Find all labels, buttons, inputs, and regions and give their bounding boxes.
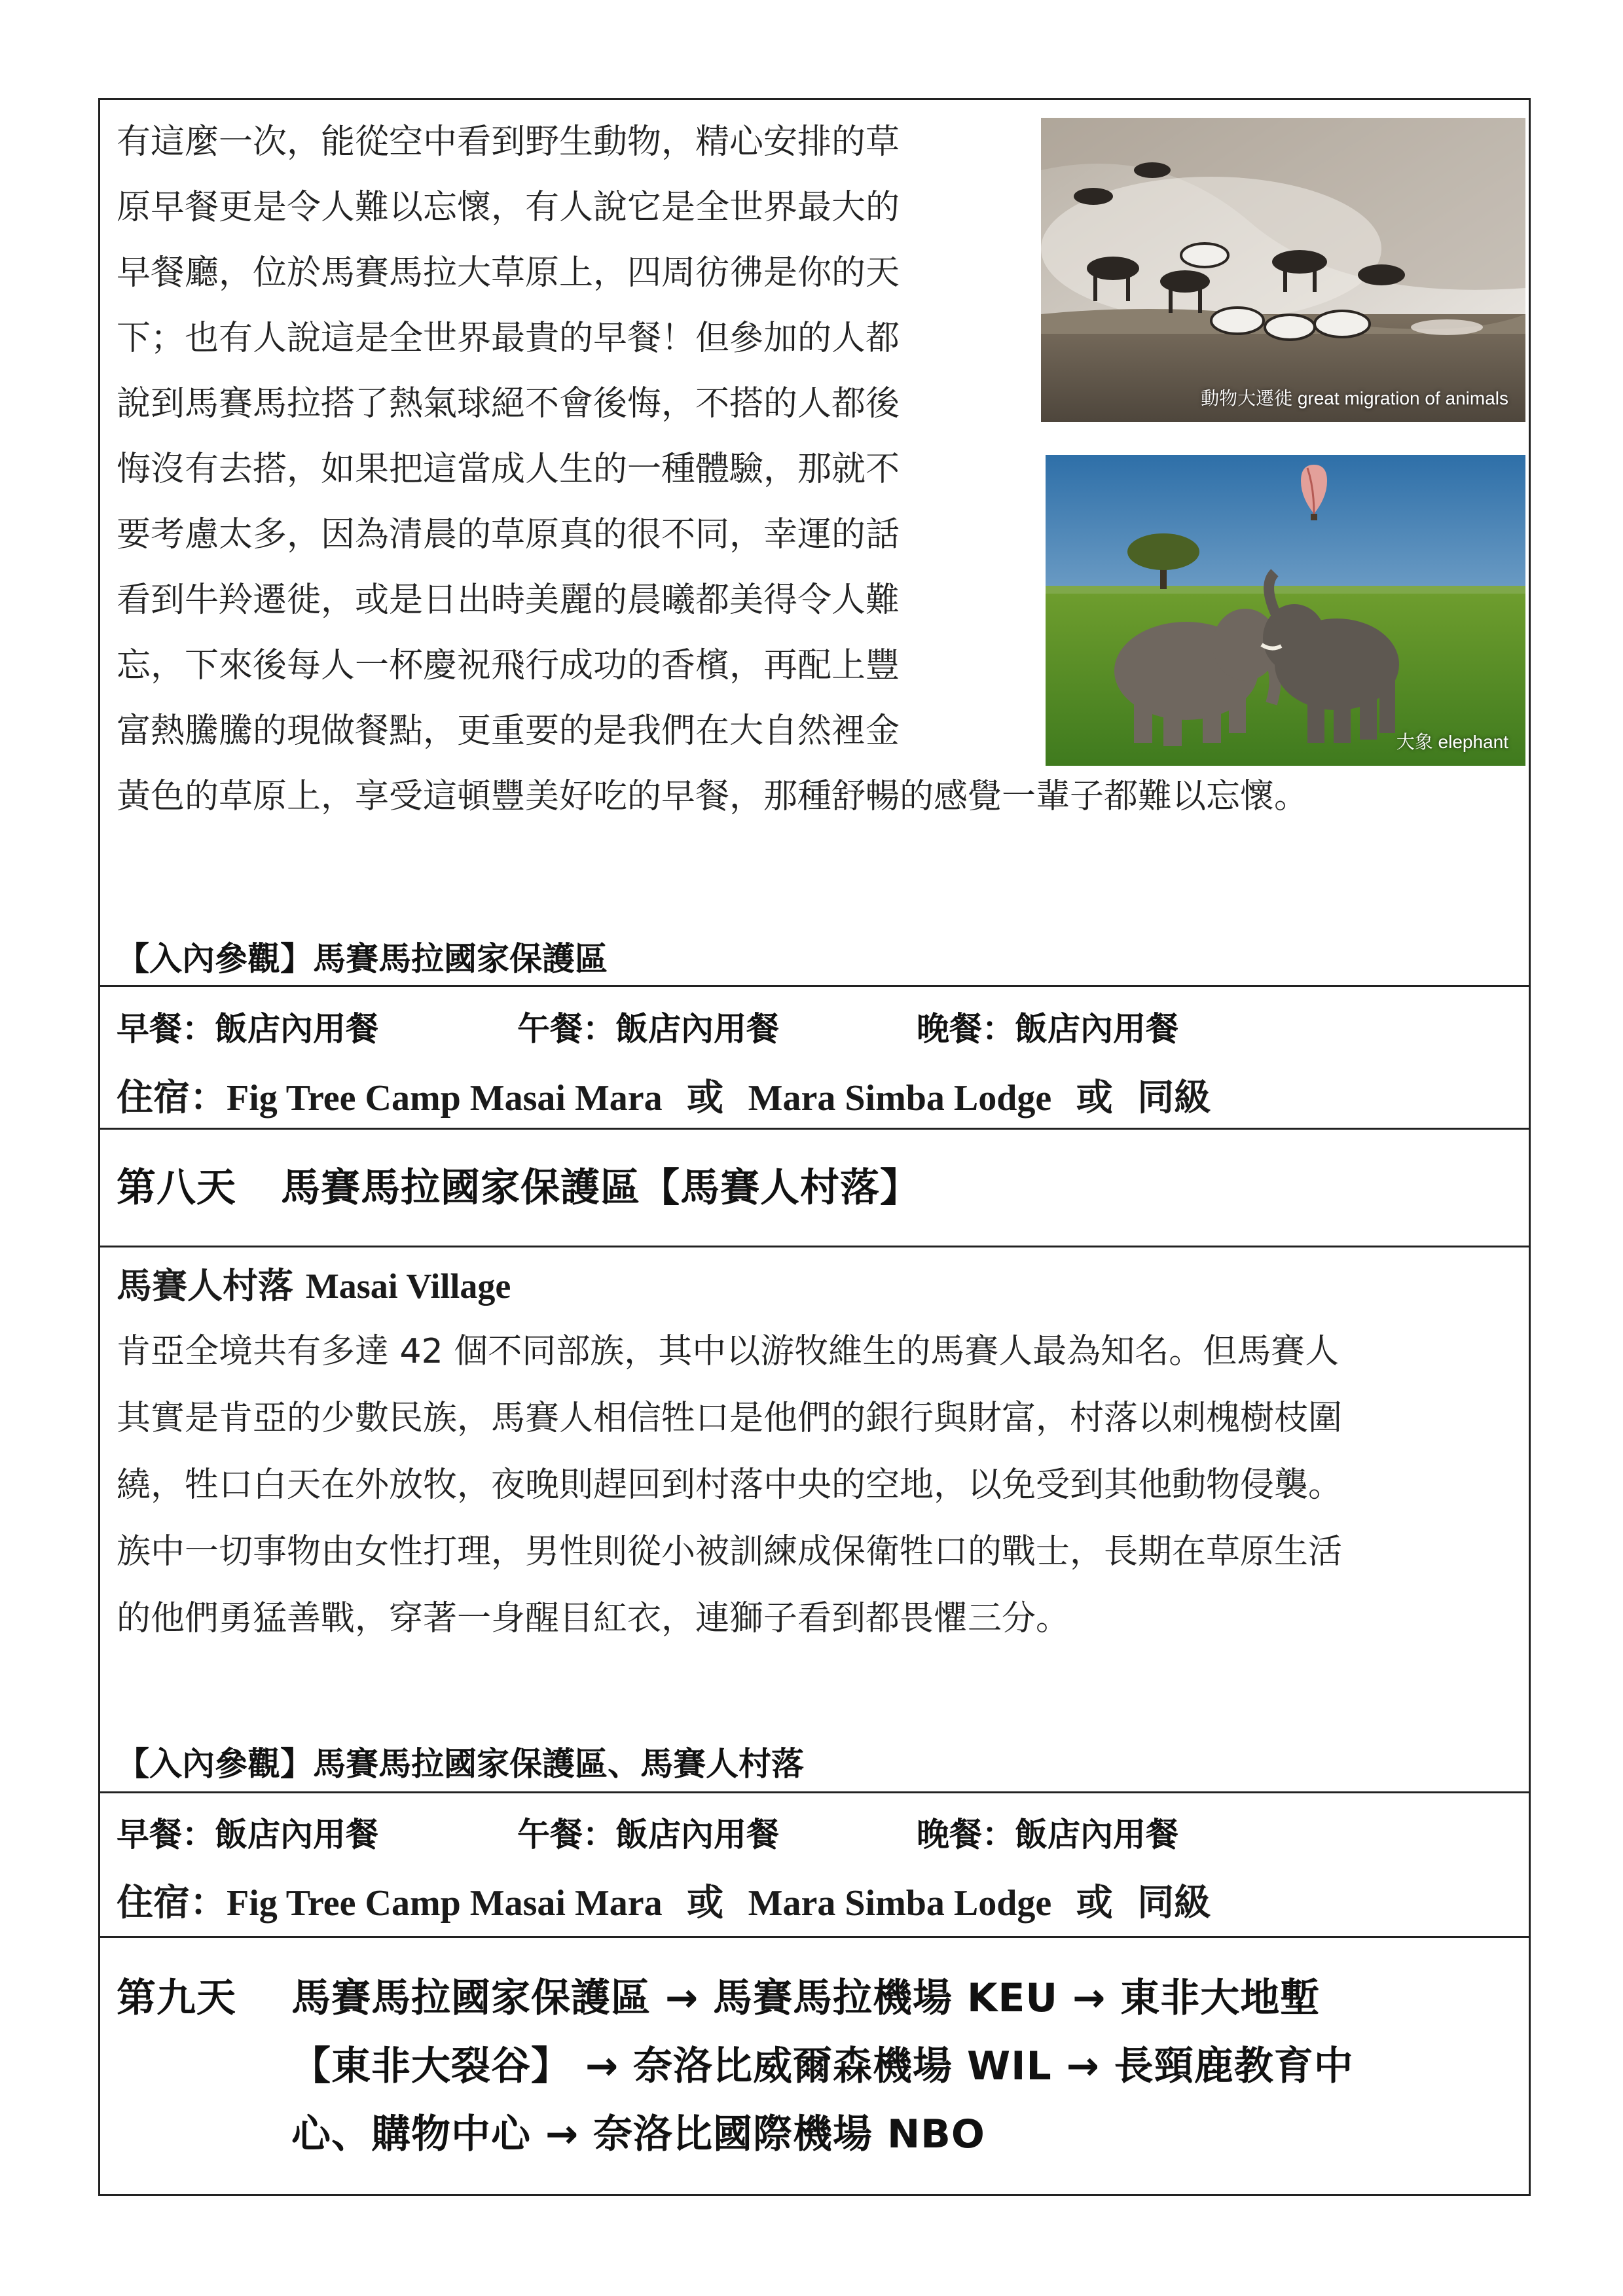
lodging-or: 或 xyxy=(687,1882,724,1924)
intro-line: 黃色的草原上，享受這頓豐美好吃的早餐，那種舒暢的感覺一輩子都難以忘懷。 xyxy=(117,777,1309,816)
elephant-photo xyxy=(1046,455,1525,766)
divider xyxy=(98,985,1531,987)
day8-breakfast: 早餐：飯店內用餐 xyxy=(117,1816,378,1854)
migration-caption: 動物大遷徙 great migration of animals xyxy=(1201,388,1508,408)
heading-zh: 馬賽人村落 xyxy=(117,1265,293,1306)
divider xyxy=(98,1246,1531,1247)
divider xyxy=(98,1791,1531,1793)
elephant-caption: 大象 elephant xyxy=(1396,732,1508,752)
day9-route-line: 【東非大裂谷】 → 奈洛比威爾森機場 WIL → 長頸鹿教育中 xyxy=(291,2043,1354,2089)
day9-route-line: 馬賽馬拉國家保護區 → 馬賽馬拉機場 KEU → 東非大地塹 xyxy=(291,1975,1321,2021)
intro-line: 忘，下來後每人一杯慶祝飛行成功的香檳，再配上豐 xyxy=(117,646,900,685)
lodging-label: 住宿： xyxy=(117,1882,227,1924)
day8-lodging xyxy=(117,1877,1211,1929)
lodging-hotel: Mara Simba Lodge xyxy=(748,1078,1052,1119)
intro-line: 悔沒有去搭，如果把這當成人生的一種體驗，那就不 xyxy=(117,450,900,489)
day7-lodging xyxy=(117,1072,1211,1124)
lodging-or: 或 xyxy=(687,1077,724,1119)
day9-route-line: 心、購物中心 → 奈洛比國際機場 NBO xyxy=(291,2111,985,2157)
lodging-hotel: Fig Tree Camp Masai Mara xyxy=(227,1078,663,1119)
intro-line: 早餐廳，位於馬賽馬拉大草原上，四周彷彿是你的天 xyxy=(117,253,900,293)
day-route: 馬賽馬拉國家保護區【馬賽人村落】 xyxy=(281,1165,920,1211)
paragraph-line: 的他們勇猛善戰，穿著一身醒目紅衣，連獅子看到都畏懼三分。 xyxy=(117,1599,1070,1638)
heading-en: Masai Village xyxy=(305,1266,511,1306)
paragraph-line: 其實是肯亞的少數民族，馬賽人相信牲口是他們的銀行與財富，村落以刺槐樹枝圍 xyxy=(117,1399,1343,1438)
intro-line: 有這麼一次，能從空中看到野生動物，精心安排的草 xyxy=(117,122,900,162)
intro-line: 原早餐更是令人難以忘懷，有人說它是全世界最大的 xyxy=(117,188,900,227)
day8-lunch: 午餐：飯店內用餐 xyxy=(517,1816,779,1854)
divider xyxy=(98,1936,1531,1938)
intro-line: 看到牛羚遷徙，或是日出時美麗的晨曦都美得令人難 xyxy=(117,581,900,620)
day9-label: 第九天 xyxy=(117,1975,236,2021)
intro-line: 富熱騰騰的現做餐點，更重要的是我們在大自然裡金 xyxy=(117,711,900,751)
lodging-hotel: Mara Simba Lodge xyxy=(748,1883,1052,1924)
paragraph-line: 繞，牲口白天在外放牧，夜晚則趕回到村落中央的空地，以免受到其他動物侵襲。 xyxy=(117,1465,1343,1505)
lodging-equivalent: 同級 xyxy=(1137,1077,1211,1119)
lodging-or: 或 xyxy=(1076,1882,1113,1924)
lodging-equivalent: 同級 xyxy=(1137,1882,1211,1924)
intro-line: 說到馬賽馬拉搭了熱氣球絕不會後悔，不搭的人都後 xyxy=(117,384,900,423)
day7-breakfast: 早餐：飯店內用餐 xyxy=(117,1010,378,1048)
lodging-hotel: Fig Tree Camp Masai Mara xyxy=(227,1883,663,1924)
lodging-or: 或 xyxy=(1076,1077,1113,1119)
day7-lunch: 午餐：飯店內用餐 xyxy=(517,1010,779,1048)
migration-photo xyxy=(1041,118,1525,422)
day7-dinner: 晚餐：飯店內用餐 xyxy=(917,1010,1178,1048)
paragraph-line: 族中一切事物由女性打理，男性則從小被訓練成保衛牲口的戰士，長期在草原生活 xyxy=(117,1532,1343,1571)
divider xyxy=(98,1128,1531,1130)
intro-line: 要考慮太多，因為清晨的草原真的很不同，幸運的話 xyxy=(117,515,900,554)
intro-line: 下；也有人說這是全世界最貴的早餐！但參加的人都 xyxy=(117,319,900,358)
day7-visit: 【入內參觀】馬賽馬拉國家保護區 xyxy=(117,940,608,978)
masai-village-heading xyxy=(117,1260,511,1312)
paragraph-line: 肯亞全境共有多達 42 個不同部族，其中以游牧維生的馬賽人最為知名。但馬賽人 xyxy=(117,1332,1340,1371)
day8-dinner: 晚餐：飯店內用餐 xyxy=(917,1816,1178,1854)
day-label: 第八天 xyxy=(117,1165,236,1211)
day8-title xyxy=(117,1160,920,1216)
lodging-label: 住宿： xyxy=(117,1077,227,1119)
day8-visit: 【入內參觀】馬賽馬拉國家保護區、馬賽人村落 xyxy=(117,1745,804,1783)
